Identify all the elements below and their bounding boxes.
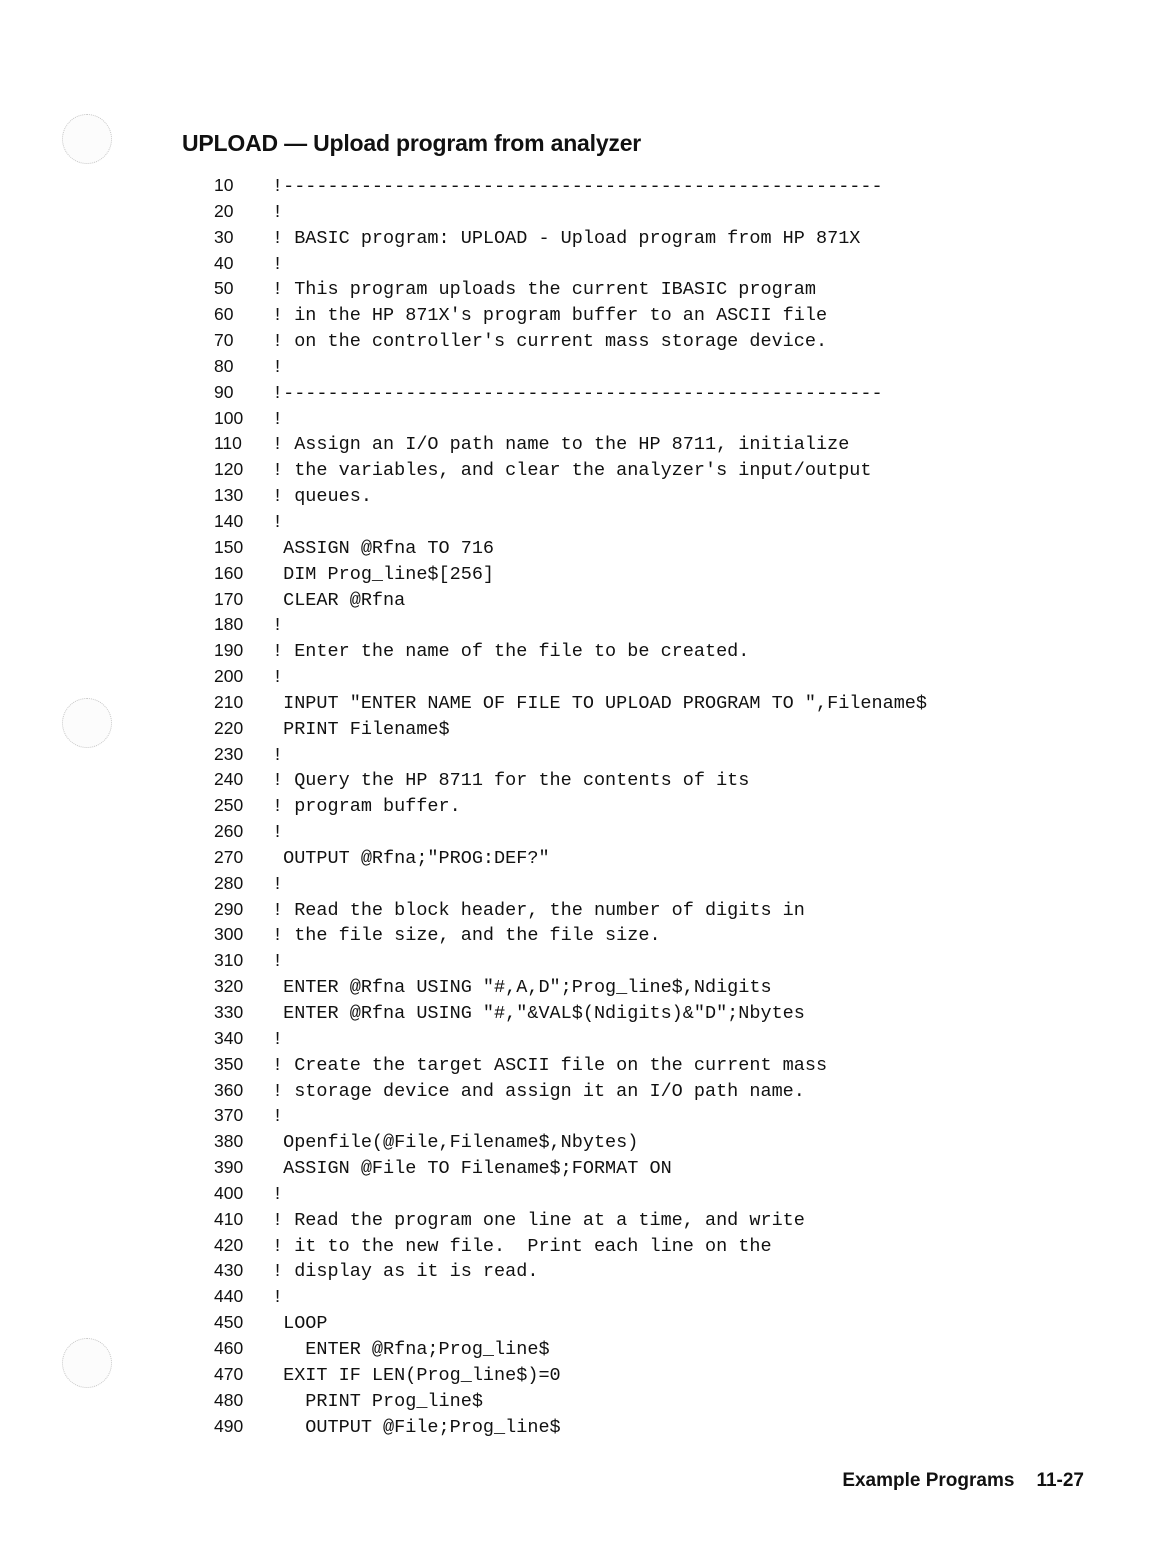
code-line	[214, 1181, 927, 1207]
code-text: !	[272, 615, 284, 637]
code-text: !------------------------------------------------------	[272, 176, 883, 197]
code-line	[214, 819, 927, 845]
code-text: !	[272, 408, 284, 430]
punch-hole-top	[62, 114, 112, 164]
line-number: 410	[214, 1208, 244, 1229]
code-text: ! the variables, and clear the analyzer's input/output	[272, 460, 872, 482]
line-number: 320	[214, 976, 244, 997]
code-text: ! display as it is read.	[272, 1261, 539, 1283]
code-text: ! storage device and assign it an I/O path name.	[272, 1080, 805, 1102]
code-line	[214, 509, 927, 535]
code-text: !	[272, 667, 284, 689]
line-number: 200	[214, 666, 244, 687]
code-text: Openfile(@File,Filename$,Nbytes)	[272, 1132, 639, 1154]
code-line	[214, 793, 927, 819]
line-number: 120	[214, 459, 244, 480]
code-line	[214, 1388, 927, 1414]
line-number: 470	[214, 1363, 244, 1384]
code-line	[214, 1258, 927, 1284]
line-number: 90	[214, 381, 234, 402]
code-text: EXIT IF LEN(Prog_line$)=0	[272, 1364, 561, 1386]
line-number: 30	[214, 226, 234, 247]
code-line	[214, 457, 927, 483]
code-line	[214, 431, 927, 457]
line-number: 230	[214, 743, 244, 764]
code-line	[214, 1362, 927, 1388]
code-text: ! the file size, and the file size.	[272, 925, 661, 947]
program-listing	[214, 173, 927, 1439]
code-line	[214, 1310, 927, 1336]
code-line	[214, 276, 927, 302]
code-text: ENTER @Rfna;Prog_line$	[272, 1338, 550, 1360]
code-line	[214, 1336, 927, 1362]
code-line	[214, 1155, 927, 1181]
code-line	[214, 742, 927, 768]
code-line	[214, 974, 927, 1000]
code-line	[214, 1026, 927, 1052]
code-text: !	[272, 744, 284, 766]
code-text: ! This program uploads the current IBASIC program	[272, 279, 816, 301]
code-line	[214, 948, 927, 974]
code-text: ! Enter the name of the file to be created.	[272, 641, 750, 663]
code-text: CLEAR @Rfna	[272, 589, 406, 611]
line-number: 380	[214, 1131, 244, 1152]
line-number: 60	[214, 304, 234, 325]
code-line	[214, 664, 927, 690]
code-line	[214, 1000, 927, 1026]
code-line	[214, 587, 927, 613]
code-text: DIM Prog_line$[256]	[272, 563, 495, 585]
line-number: 160	[214, 562, 244, 583]
line-number: 40	[214, 252, 234, 273]
code-text: INPUT "ENTER NAME OF FILE TO UPLOAD PROGRAM TO ",Filename$	[272, 692, 928, 714]
line-number: 400	[214, 1182, 244, 1203]
code-text: !	[272, 873, 284, 895]
code-line	[214, 483, 927, 509]
line-number: 70	[214, 330, 234, 351]
code-line	[214, 1103, 927, 1129]
code-text: ! it to the new file. Print each line on the	[272, 1235, 772, 1257]
code-text: ENTER @Rfna USING "#,A,D";Prog_line$,Ndigits	[272, 977, 772, 999]
code-line	[214, 845, 927, 871]
line-number: 250	[214, 795, 244, 816]
code-line	[214, 716, 927, 742]
code-line	[214, 380, 927, 406]
code-line	[214, 1284, 927, 1310]
code-text: ! Read the program one line at a time, and write	[272, 1209, 805, 1231]
code-text: !	[272, 822, 284, 844]
footer-page-number: 11-27	[1036, 1470, 1084, 1491]
line-number: 260	[214, 821, 244, 842]
line-number: 240	[214, 769, 244, 790]
line-number: 10	[214, 175, 234, 195]
line-number: 440	[214, 1286, 244, 1307]
line-number: 110	[214, 433, 242, 454]
code-line	[214, 535, 927, 561]
code-line	[214, 354, 927, 380]
code-text: PRINT Prog_line$	[272, 1390, 483, 1412]
section-heading: UPLOAD — Upload program from analyzer	[182, 130, 642, 156]
code-text: ASSIGN @Rfna TO 716	[272, 537, 495, 559]
line-number: 80	[214, 355, 234, 376]
code-text: ! on the controller's current mass storage device.	[272, 331, 828, 353]
line-number: 210	[214, 691, 244, 712]
line-number: 390	[214, 1157, 244, 1178]
line-number: 310	[214, 950, 244, 971]
code-line	[214, 1129, 927, 1155]
line-number: 490	[214, 1415, 244, 1436]
code-line	[214, 612, 927, 638]
line-number: 370	[214, 1105, 244, 1126]
line-number: 350	[214, 1053, 244, 1074]
code-line	[214, 1052, 927, 1078]
code-text: OUTPUT @File;Prog_line$	[272, 1416, 561, 1438]
line-number: 460	[214, 1337, 244, 1358]
line-number: 220	[214, 717, 244, 738]
line-number: 190	[214, 640, 244, 661]
line-number: 290	[214, 898, 244, 919]
code-text: ! queues.	[272, 486, 372, 508]
code-text: OUTPUT @Rfna;"PROG:DEF?"	[272, 847, 550, 869]
line-number: 360	[214, 1079, 244, 1100]
line-number: 20	[214, 200, 234, 221]
code-text: !	[272, 356, 284, 378]
footer-section-title: Example Programs	[842, 1470, 1015, 1491]
code-line	[214, 1414, 927, 1440]
code-line	[214, 690, 927, 716]
code-line	[214, 561, 927, 587]
code-text: !	[272, 511, 284, 533]
code-line	[214, 1233, 927, 1259]
code-text: ! in the HP 871X's program buffer to an ASCII file	[272, 305, 828, 327]
punch-hole-middle	[62, 698, 112, 748]
code-text: !	[272, 1106, 284, 1128]
code-line	[214, 922, 927, 948]
code-text: ! Read the block header, the number of digits in	[272, 899, 805, 921]
code-text: !	[272, 951, 284, 973]
code-text: !	[272, 1028, 284, 1050]
line-number: 340	[214, 1027, 244, 1048]
code-text: ENTER @Rfna USING "#,"&VAL$(Ndigits)&"D";Nbytes	[272, 1003, 805, 1024]
code-text: ! Query the HP 8711 for the contents of its	[272, 770, 750, 792]
code-line	[214, 1207, 927, 1233]
code-line	[214, 251, 927, 277]
line-number: 280	[214, 872, 244, 893]
code-text: LOOP	[272, 1313, 328, 1335]
code-text: ! Assign an I/O path name to the HP 8711, initialize	[272, 434, 850, 456]
code-text: PRINT Filename$	[272, 718, 450, 740]
line-number: 270	[214, 846, 244, 867]
code-text: !	[272, 201, 284, 223]
line-number: 300	[214, 924, 244, 945]
code-text: ASSIGN @File TO Filename$;FORMAT ON	[272, 1158, 672, 1180]
line-number: 180	[214, 614, 244, 635]
line-number: 430	[214, 1260, 244, 1281]
line-number: 170	[214, 588, 244, 609]
line-number: 100	[214, 407, 244, 428]
code-line	[214, 638, 927, 664]
code-line	[214, 767, 927, 793]
code-line	[214, 871, 927, 897]
code-text: !------------------------------------------------------	[272, 382, 883, 404]
line-number: 140	[214, 510, 244, 531]
code-text: ! BASIC program: UPLOAD - Upload program from HP 871X	[272, 227, 861, 249]
line-number: 150	[214, 536, 244, 557]
code-line	[214, 225, 927, 251]
code-line	[214, 897, 927, 923]
code-line	[214, 406, 927, 432]
line-number: 330	[214, 1002, 244, 1022]
code-text: ! program buffer.	[272, 796, 461, 818]
line-number: 420	[214, 1234, 244, 1255]
punch-hole-bottom	[62, 1338, 112, 1388]
code-line	[214, 1078, 927, 1104]
line-number: 50	[214, 278, 234, 299]
code-line	[214, 173, 927, 199]
code-line	[214, 328, 927, 354]
page-footer	[842, 1470, 1084, 1492]
code-text: !	[272, 1183, 284, 1205]
code-line	[214, 302, 927, 328]
code-line	[214, 199, 927, 225]
code-text: ! Create the target ASCII file on the current mass	[272, 1054, 828, 1076]
code-text: !	[272, 253, 284, 275]
line-number: 480	[214, 1389, 244, 1410]
line-number: 450	[214, 1312, 244, 1333]
line-number: 130	[214, 485, 244, 506]
code-text: !	[272, 1287, 284, 1309]
